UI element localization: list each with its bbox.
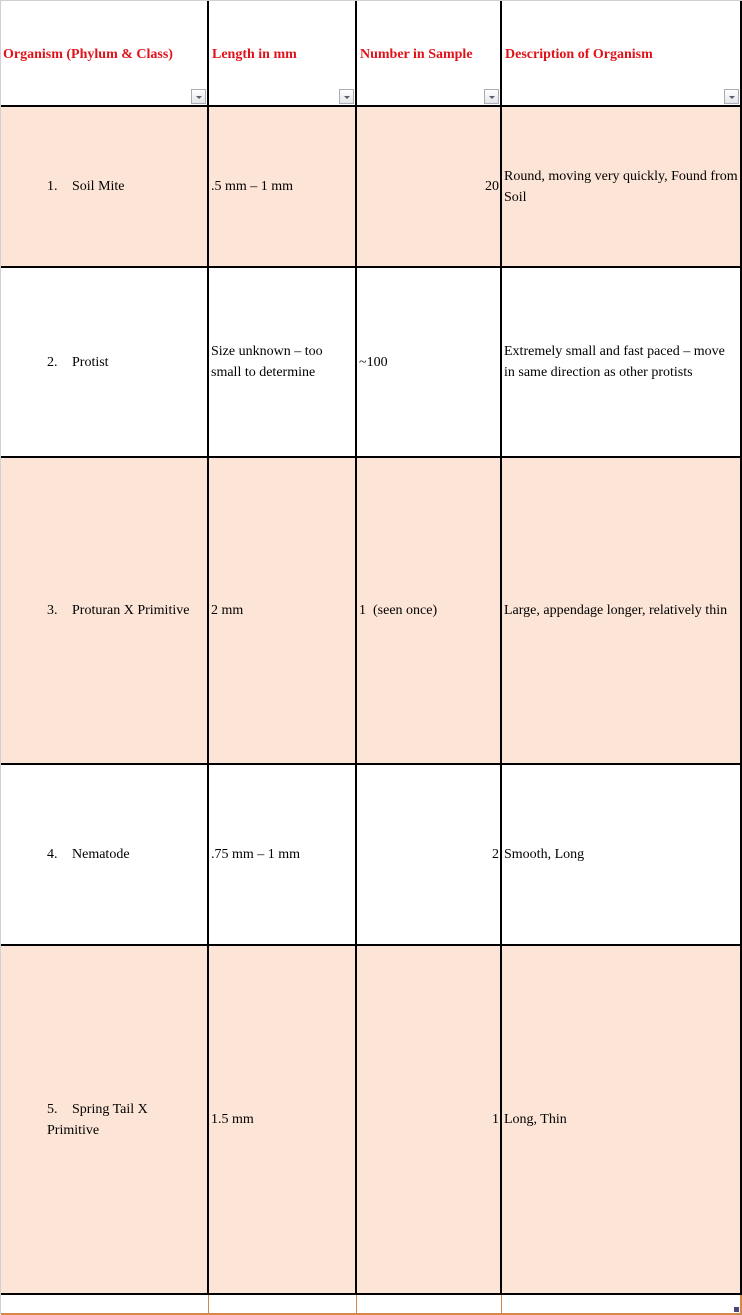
empty-row (1, 1295, 742, 1315)
row-number: 3. (47, 603, 58, 618)
count-cell[interactable]: 2 (357, 765, 502, 944)
row-number: 1. (47, 179, 58, 194)
header-cell-description[interactable] (502, 1, 742, 105)
header-label: Organism (Phylum & Class) (3, 47, 173, 62)
header-label: Description of Organism (505, 47, 653, 62)
empty-cell[interactable] (1, 1295, 209, 1313)
row-number: 2. (47, 354, 58, 370)
organism-name: Protist (72, 354, 109, 370)
row-number: 5. (47, 1101, 58, 1117)
description-cell[interactable]: Smooth, Long (502, 765, 742, 944)
header-label: Number in Sample (360, 47, 473, 62)
description-cell[interactable]: Extremely small and fast paced – move in same direction as other protists (502, 268, 742, 456)
empty-cell[interactable] (357, 1295, 502, 1313)
organism-text (47, 1099, 167, 1141)
organism-name: Nematode (72, 847, 130, 862)
length-cell[interactable]: .75 mm – 1 mm (209, 765, 357, 944)
count-cell[interactable]: 1 (357, 946, 502, 1293)
organism-name: Spring Tail X Primitive (47, 1101, 148, 1138)
table-row (1, 107, 742, 268)
header-cell-length[interactable] (209, 1, 357, 105)
count-cell[interactable]: ~100 (357, 268, 502, 456)
filter-dropdown-icon[interactable] (191, 89, 206, 104)
description-cell[interactable]: Long, Thin (502, 946, 742, 1293)
table-row (1, 458, 742, 765)
header-cell-organism[interactable] (1, 1, 209, 105)
table-resize-handle[interactable] (734, 1307, 739, 1312)
length-cell[interactable]: 1.5 mm (209, 946, 357, 1293)
description-cell[interactable]: Large, appendage longer, relatively thin (502, 458, 742, 763)
count-cell[interactable]: 20 (357, 107, 502, 266)
header-label: Length in mm (212, 47, 297, 62)
table-row (1, 765, 742, 946)
length-cell[interactable]: 2 mm (209, 458, 357, 763)
table-row (1, 946, 742, 1295)
empty-cell[interactable] (209, 1295, 357, 1313)
organism-cell[interactable] (1, 268, 209, 456)
count-cell[interactable]: 1 (seen once) (357, 458, 502, 763)
row-number: 4. (47, 847, 58, 862)
header-row (1, 1, 742, 107)
length-cell[interactable]: Size unknown – too small to determine (209, 268, 357, 456)
filter-dropdown-icon[interactable] (339, 89, 354, 104)
organism-name: Proturan X Primitive (72, 603, 190, 618)
organism-cell[interactable] (1, 946, 209, 1293)
filter-dropdown-icon[interactable] (724, 89, 739, 104)
organism-name: Soil Mite (72, 179, 125, 194)
filter-dropdown-icon[interactable] (484, 89, 499, 104)
empty-cell[interactable] (502, 1295, 742, 1313)
header-cell-number[interactable] (357, 1, 502, 105)
length-cell[interactable]: .5 mm – 1 mm (209, 107, 357, 266)
organism-cell[interactable] (1, 107, 209, 266)
table-row (1, 268, 742, 458)
organism-cell[interactable] (1, 765, 209, 944)
description-cell[interactable]: Round, moving very quickly, Found from Soil (502, 107, 742, 266)
organism-cell[interactable] (1, 458, 209, 763)
